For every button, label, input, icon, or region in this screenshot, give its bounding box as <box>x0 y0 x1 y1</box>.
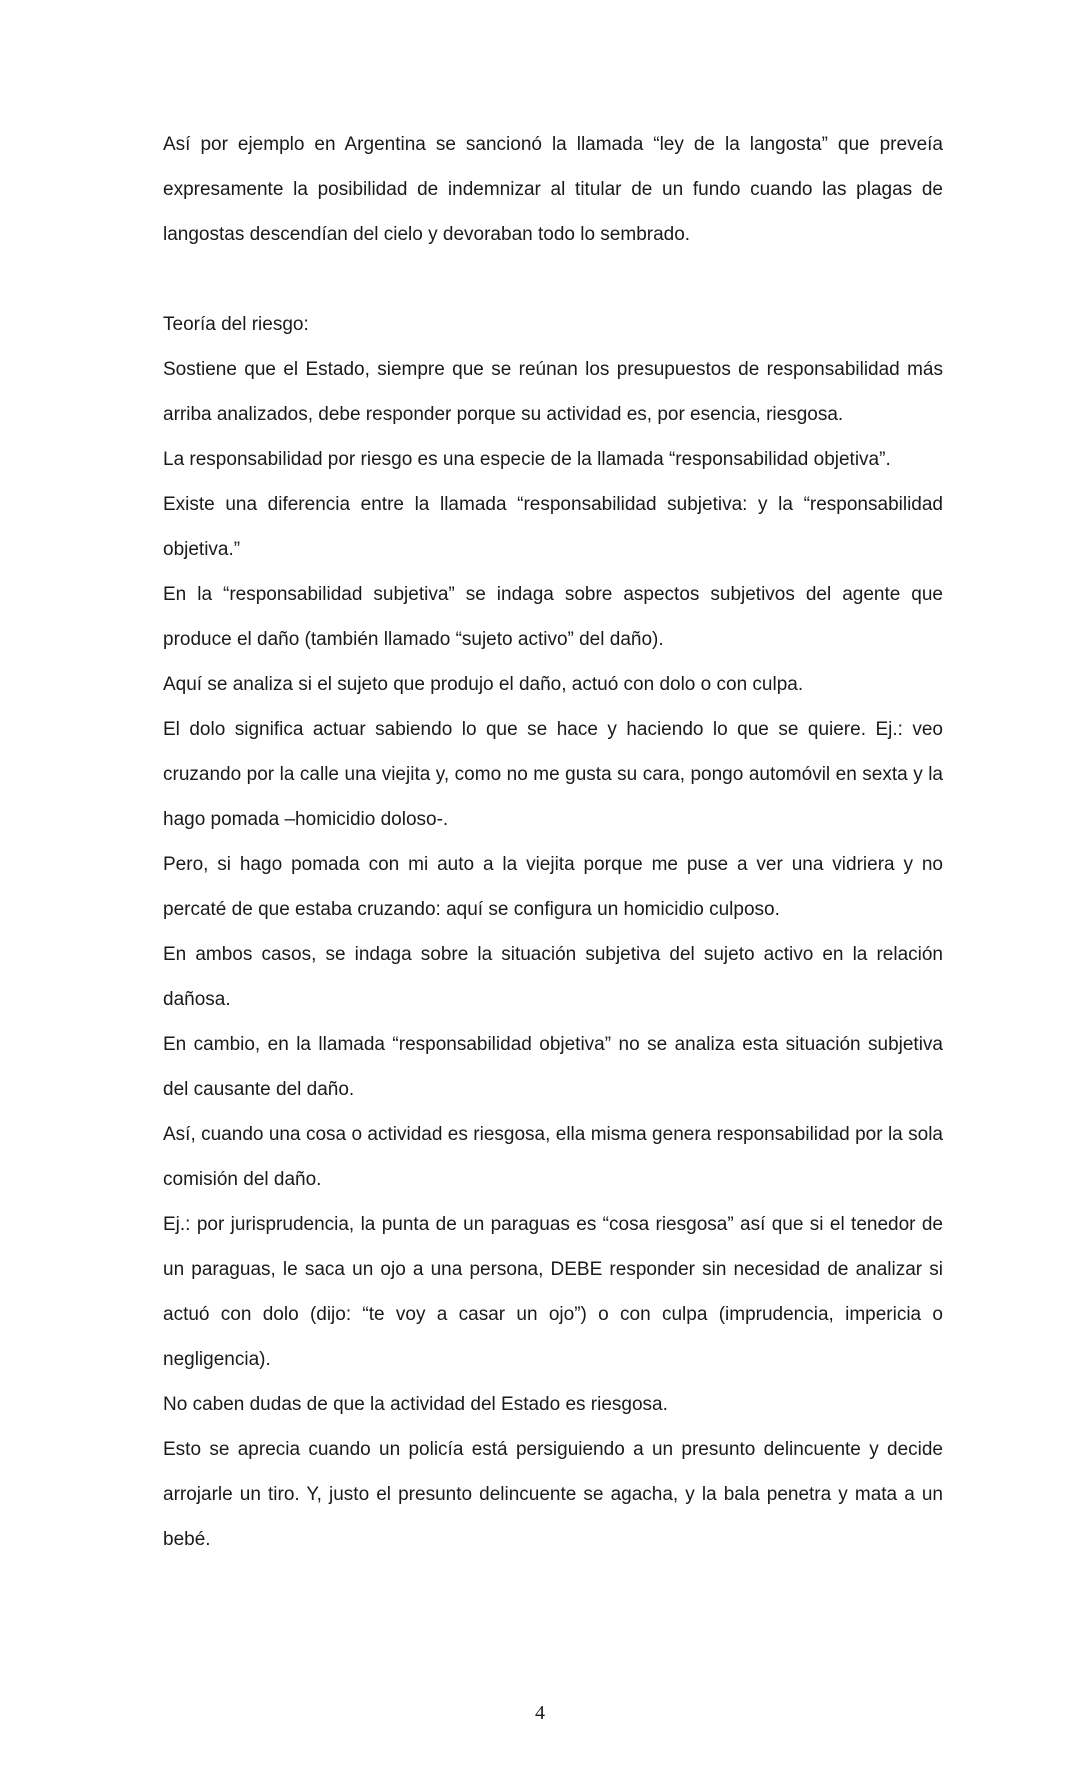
paragraph: El dolo significa actuar sabiendo lo que se hace y haciendo lo que se quiere. Ej.: veo cruzando por la calle una viejita y, como no me gusta su cara, pongo automóvil en sexta y la hago pomada –homicidio doloso-. <box>163 719 943 830</box>
paragraph: En ambos casos, se indaga sobre la situación subjetiva del sujeto activo en la relación dañosa. <box>163 944 943 1010</box>
paragraph: Ej.: por jurisprudencia, la punta de un paraguas es “cosa riesgosa” así que si el tenedor de un paraguas, le saca un ojo a una persona, DEBE responder sin necesidad de analizar si actuó con dolo (dijo: “te voy a casar un ojo”) o con culpa (imprudencia, impericia o negligencia). <box>163 1214 943 1370</box>
paragraph: No caben dudas de que la actividad del Estado es riesgosa. <box>163 1394 668 1415</box>
paragraph-spacer <box>163 257 943 302</box>
paragraph: Pero, si hago pomada con mi auto a la viejita porque me puse a ver una vidriera y no percaté de que estaba cruzando: aquí se configura un homicidio culposo. <box>163 854 943 920</box>
paragraph: En cambio, en la llamada “responsabilidad objetiva” no se analiza esta situación subjetiva del causante del daño. <box>163 1034 943 1100</box>
paragraph: La responsabilidad por riesgo es una especie de la llamada “responsabilidad objetiva”. <box>163 449 891 470</box>
section-heading-teoria-riesgo: Teoría del riesgo: <box>163 314 309 335</box>
paragraph: Aquí se analiza si el sujeto que produjo el daño, actuó con dolo o con culpa. <box>163 674 804 695</box>
paragraph: Esto se aprecia cuando un policía está persiguiendo a un presunto delincuente y decide arrojarle un tiro. Y, justo el presunto delincuente se agacha, y la bala penetra y mata a un bebé. <box>163 1439 943 1550</box>
paragraph-ley-langosta: Así por ejemplo en Argentina se sancionó la llamada “ley de la langosta” que preveía expresamente la posibilidad de indemnizar al titular de un fundo cuando las plagas de langostas descendían del cielo y devoraban todo lo sembrado. <box>163 134 943 245</box>
page-number: 4 <box>535 1702 545 1724</box>
paragraph: Existe una diferencia entre la llamada “responsabilidad subjetiva: y la “responsabilidad objetiva.” <box>163 494 943 560</box>
body-text <box>163 122 943 1562</box>
paragraph: Así, cuando una cosa o actividad es riesgosa, ella misma genera responsabilidad por la sola comisión del daño. <box>163 1124 943 1190</box>
paragraph: En la “responsabilidad subjetiva” se indaga sobre aspectos subjetivos del agente que produce el daño (también llamado “sujeto activo” del daño). <box>163 584 943 650</box>
paragraph: Sostiene que el Estado, siempre que se reúnan los presupuestos de responsabilidad más arriba analizados, debe responder porque su actividad es, por esencia, riesgosa. <box>163 359 943 425</box>
